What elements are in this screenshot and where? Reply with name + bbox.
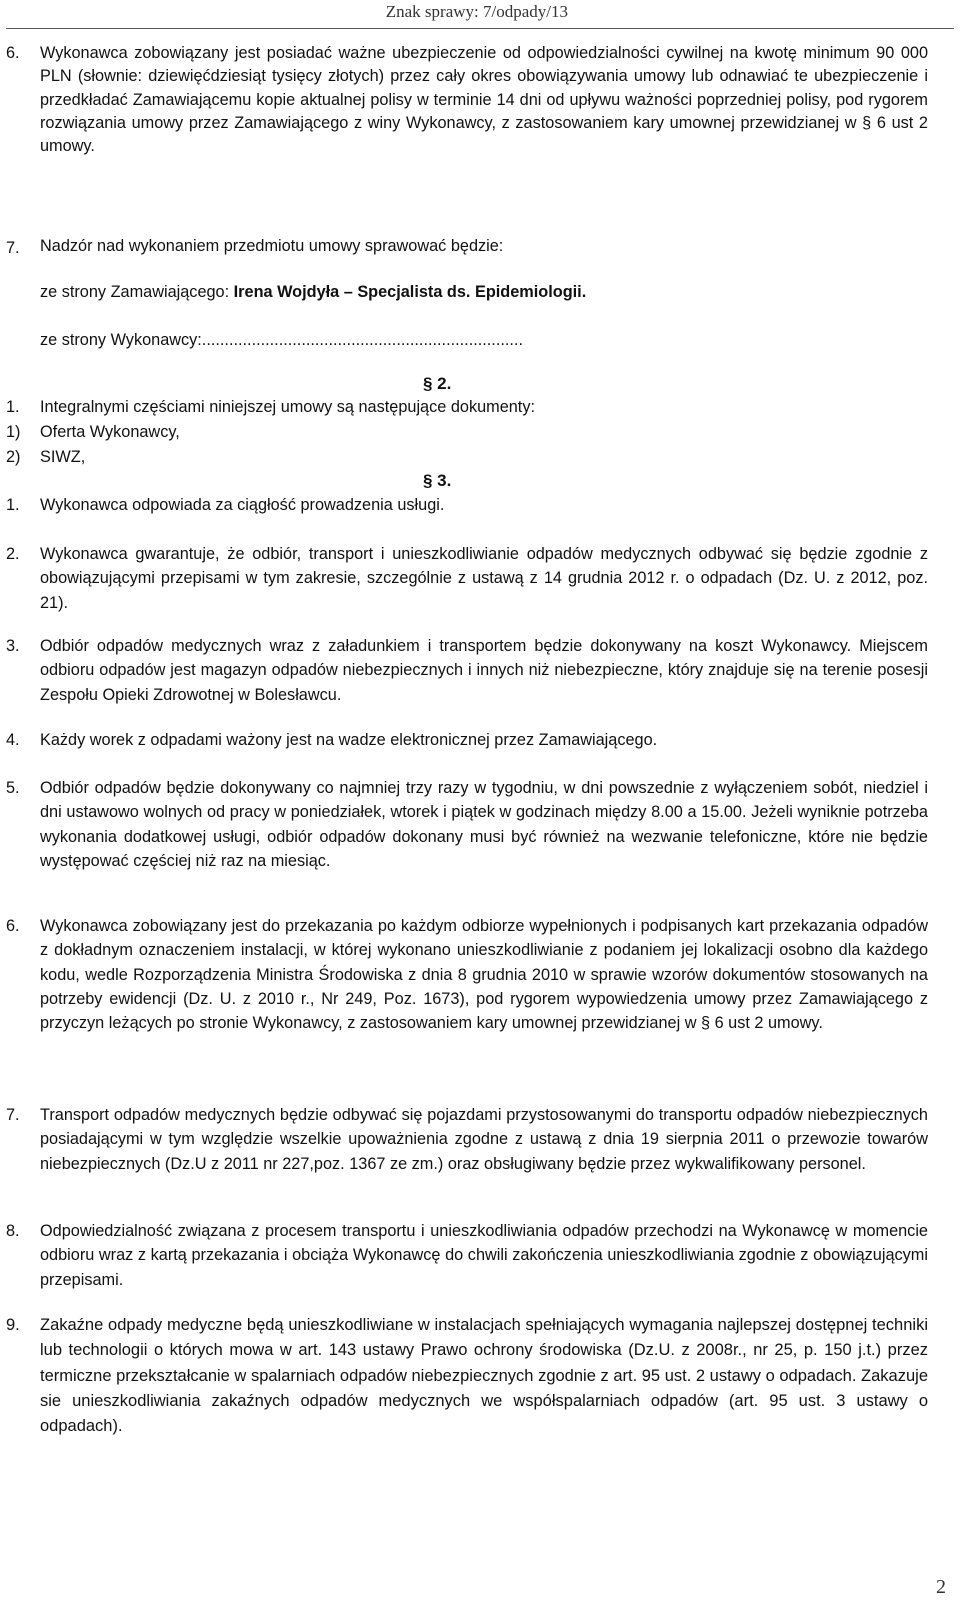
item-number: 8. [6, 1222, 20, 1240]
paragraph-weighing: Każdy worek z odpadami ważony jest na wadze elektronicznej przez Zamawiającego. [40, 731, 658, 749]
section-heading: § 3. [423, 471, 452, 490]
item-number: 2. [6, 545, 20, 563]
contractor-supervisor-line: ze strony Wykonawcy:....................................................................... [40, 331, 523, 349]
paragraph-waste-cards: Wykonawca zobowiązany jest do przekazania po każdym odbiorze wypełnionych i podpisanych kart przekazania odpadów z dokładnym oznaczeniem instalacji, w której wykonano unieszkodliwianie z podaniem jej lokalizacji osobno dla każdego kodu, wedle Rozporządzenia Ministra Środowiska z dnia 8 grudnia 2010 w sprawie wzorów dokumentów stosowanych na potrzeby ewidencji (Dz. U. z 2010 r., Nr 249, Poz. 1673), pod rygorem wypowiedzenia umowy przez Zamawiającego z przyczyn leżących po stronie Wykonawcy, z zastosowaniem kary umownej przewidzianej w § 6 ust 2 umowy. [40, 917, 928, 1033]
paragraph-supervision: Nadzór nad wykonaniem przedmiotu umowy sprawować będzie: [40, 237, 504, 255]
item-number: 3. [6, 637, 20, 655]
paragraph-transport: Transport odpadów medycznych będzie odbywać się pojazdami przystosowanymi do transportu odpadów niebezpiecznych posiadającymi w tym względzie wszelkie upoważnienia zgodne z ustawą z dnia 19 sierpnia 2011 o przewozie towarów niebezpiecznych (Dz.U z 2011 nr 227,poz. 1367 ze zm.) oraz obsługiwany będzie przez wykwalifikowany personel. [40, 1106, 928, 1173]
employer-prefix: ze strony Zamawiającego: [40, 283, 234, 301]
paragraph-liability: Odpowiedzialność związana z procesem transportu i unieszkodliwiania odpadów przechodzi na Wykonawcę w momencie odbioru wraz z kartą przekazania i obciąża Wykonawcę do chwili zakończenia unieszkodliwiania zgodnie z obowiązującymi przepisami. [40, 1222, 928, 1289]
list-item: SIWZ, [40, 448, 86, 466]
section-heading: § 2. [423, 374, 452, 393]
item-number: 6. [6, 44, 20, 62]
paragraph-insurance: Wykonawca zobowiązany jest posiadać ważne ubezpieczenie od odpowiedzialności cywilnej na kwotę minimum 90 000 PLN (słownie: dziewięćdziesiąt tysięcy złotych) przez cały okres obowiązywania umowy lub odnawiać te ubezpieczenie i przedkładać Zamawiającemu kopie aktualnej polisy w terminie 14 dni od upływu ważności poprzedniej polisy, pod rygorem rozwiązania umowy przez Zamawiającego z winy Wykonawcy, z zastosowaniem kary umownej przewidzianej w § 6 ust 2 umowy. [40, 44, 928, 156]
paragraph-continuity: Wykonawca odpowiada za ciągłość prowadzenia usługi. [40, 496, 445, 514]
item-number: 4. [6, 731, 20, 749]
list-item-number: 1) [6, 423, 21, 441]
page-number: 2 [936, 1576, 946, 1598]
paragraph-compliance: Wykonawca gwarantuje, że odbiór, transport i unieszkodliwianie odpadów medycznych odbywać się będzie zgodnie z obowiązującymi przepisami w tym zakresie, szczególnie z ustawą z 14 grudnia 2012 r. o odpadach (Dz. U. z 2012, poz. 21). [40, 545, 928, 612]
item-number: 7. [6, 239, 20, 257]
item-number: 5. [6, 779, 20, 797]
employer-supervisor-name: Irena Wojdyła – Specjalista ds. Epidemiologii. [233, 283, 587, 301]
item-number: 7. [6, 1106, 20, 1124]
paragraph-pickup-cost: Odbiór odpadów medycznych wraz z załadunkiem i transportem będzie dokonywany na koszt Wykonawcy. Miejscem odbioru odpadów jest magazyn odpadów niebezpiecznych i innych niż niebezpieczne, który znajduje się na terenie posesji Zespołu Opieki Zdrowotnej w Bolesławcu. [40, 637, 928, 704]
paragraph-infectious-waste: Zakaźne odpady medyczne będą unieszkodliwiane w instalacjach spełniających wymagania najlepszej dostępnej techniki lub technologii o których mowa w art. 143 ustawy Prawo ochrony środowiska (Dz.U. z 2008r., nr 25, p. 150 j.t.) przez termiczne przekształcanie w spalarniach odpadów niebezpiecznych zgodnie z art. 95 ust. 2 ustawy o odpadach. Zakazuje sie unieszkodliwiania zakaźnych odpadów medycznych we współspalarniach odpadów (art. 95 ust. 3 ustawy o odpadach). [40, 1316, 928, 1436]
paragraph-integral-documents: Integralnymi częściami niniejszej umowy są następujące dokumenty: [40, 398, 535, 416]
list-item-number: 2) [6, 448, 21, 466]
item-number: 9. [6, 1316, 20, 1334]
header-divider [6, 28, 954, 29]
case-number-header: Znak sprawy: 7/odpady/13 [385, 2, 568, 21]
list-item: Oferta Wykonawcy, [40, 423, 180, 441]
paragraph-schedule: Odbiór odpadów będzie dokonywany co najmniej trzy razy w tygodniu, w dni powszednie z wyłączeniem sobót, niedziel i dni ustawowo wolnych od pracy w poniedziałek, wtorek i piątek w godzinach między 8.00 a 15.00. Jeżeli wyniknie potrzeba wykonania dodatkowej usługi, odbiór odpadów dokonany musi być również na wezwanie telefoniczne, które nie będzie występować częściej niż raz na miesiąc. [40, 779, 928, 870]
item-number: 1. [6, 398, 20, 416]
item-number: 6. [6, 917, 20, 935]
item-number: 1. [6, 496, 20, 514]
employer-supervisor-line [40, 283, 586, 302]
